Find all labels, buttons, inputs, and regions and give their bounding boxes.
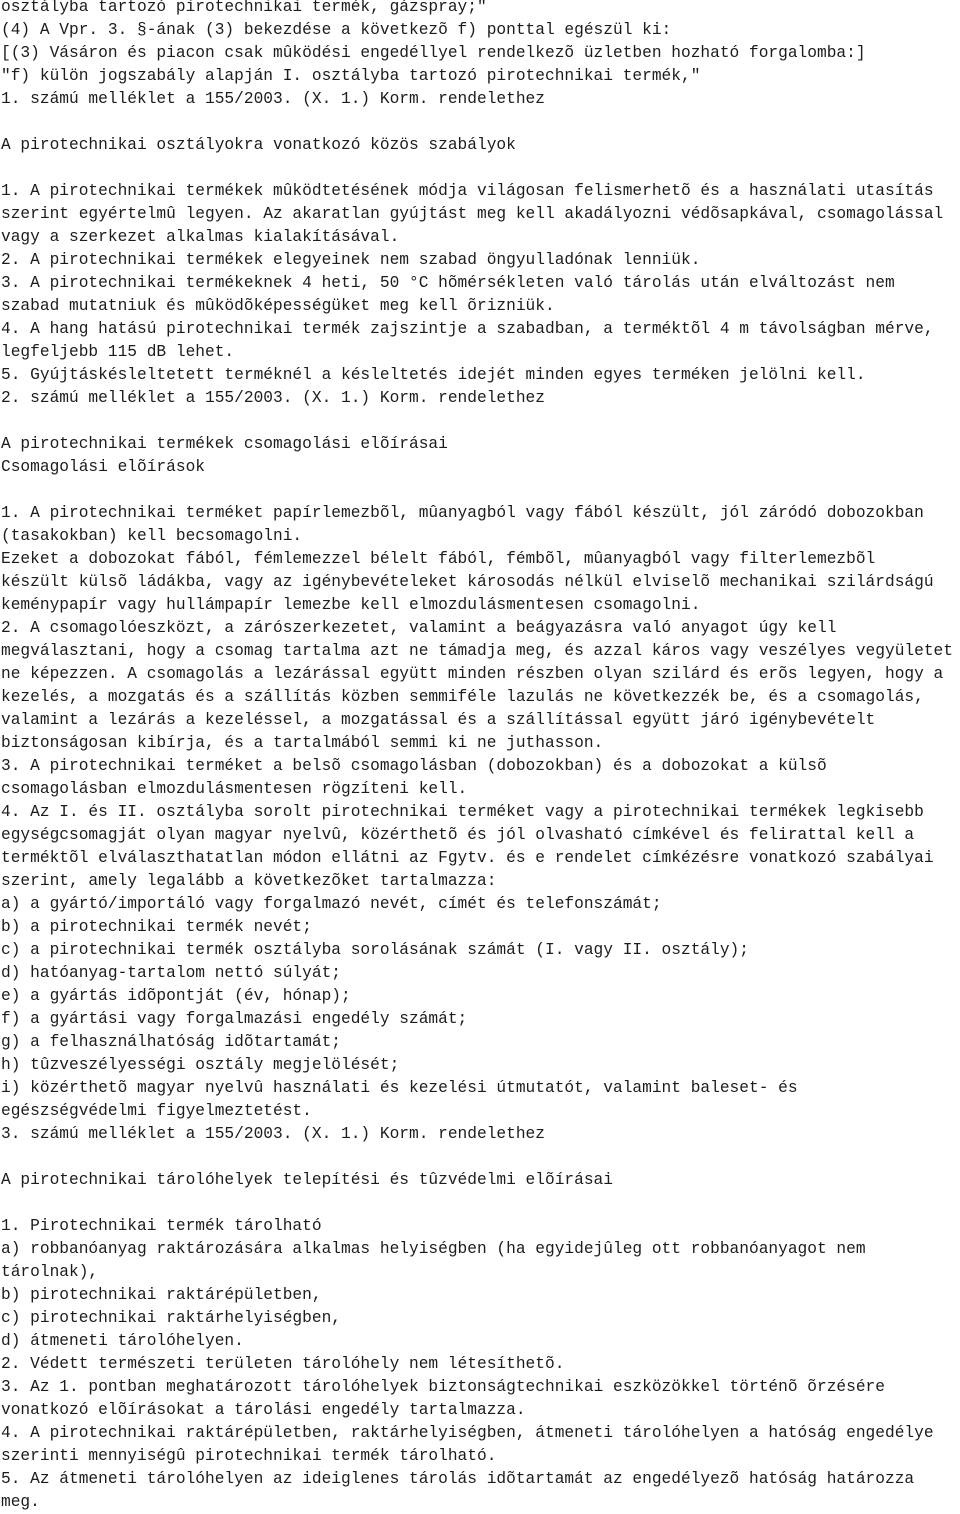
body-line: terméktõl elválaszthatatlan módon ellátni az Fgytv. és e rendelet címkézésre vonatkozó szabályai [1, 849, 934, 867]
annex-2 [1, 387, 960, 1123]
blank-line [1, 1146, 960, 1169]
numbered-point: 2. Védett természeti területen tárolóhely nem létesíthetõ. [1, 1355, 565, 1373]
numbered-point: 3. A pirotechnikai terméket a belsõ csomagolásban (dobozokban) és a dobozokat a külsõ [1, 757, 827, 775]
blank-line [1, 479, 960, 502]
body-line: egészségvédelmi figyelmeztetést. [1, 1102, 312, 1120]
annex-heading: 3. számú melléklet a 155/2003. (X. 1.) Korm. rendelethez [1, 1125, 545, 1143]
body-line: vonatkozó elõírásokat a tárolási engedély tartalmazza. [1, 1401, 526, 1419]
numbered-point: 4. A pirotechnikai raktárépületben, raktárhelyiségben, átmeneti tárolóhelyen a hatóság engedélye [1, 1424, 934, 1442]
section-subtitle: Csomagolási elõírások [1, 458, 205, 476]
list-item: b) pirotechnikai raktárépületben, [1, 1286, 322, 1304]
list-item: i) közérthetõ magyar nyelvû használati és kezelési útmutatót, valamint baleset- és [1, 1079, 798, 1097]
annex-1 [1, 88, 960, 387]
list-item: c) a pirotechnikai termék osztályba sorolásának számát (I. vagy II. osztály); [1, 941, 749, 959]
body-line: (tasakokban) kell becsomagolni. [1, 527, 303, 545]
list-item: a) a gyártó/importáló vagy forgalmazó nevét, címét és telefonszámát; [1, 895, 662, 913]
body-line: vagy a szerkezet alkalmas kialakításával. [1, 228, 400, 246]
body-line: ne képezzen. A csomagolás a lezárással együtt minden részben olyan szilárd és erõs legyen, hogy a [1, 665, 944, 683]
body-line: biztonságosan kibírja, és a tartalmából semmi ki ne juthasson. [1, 734, 604, 752]
blank-line [1, 1192, 960, 1215]
blank-line [1, 157, 960, 180]
numbered-point: 1. A pirotechnikai termékek mûködtetésének módja világosan felismerhetõ és a használati utasítás [1, 182, 934, 200]
preamble-line: "f) külön jogszabály alapján I. osztályba tartozó pirotechnikai termék," [1, 67, 701, 85]
list-item: d) átmeneti tárolóhelyen. [1, 1332, 244, 1350]
preamble-line: (4) A Vpr. 3. §-ának (3) bekezdése a következõ f) ponttal egészül ki: [1, 21, 672, 39]
list-item: e) a gyártás idõpontját (év, hónap); [1, 987, 351, 1005]
annex-3 [1, 1123, 960, 1514]
body-line: Ezeket a dobozokat fából, fémlemezzel bélelt fából, fémbõl, mûanyagból vagy filterlemezbõl [1, 550, 876, 568]
numbered-point: 2. A pirotechnikai termékek elegyeinek nem szabad öngyulladónak lenniük. [1, 251, 701, 269]
list-item: b) a pirotechnikai termék nevét; [1, 918, 312, 936]
list-item: a) robbanóanyag raktározására alkalmas helyiségben (ha egyidejûleg ott robbanóanyagot nem [1, 1240, 866, 1258]
body-line: megválasztani, hogy a csomag tartalma azt ne támadja meg, és azzal káros vagy veszélyes vegyületet [1, 642, 953, 660]
list-item: g) a felhasználhatóság idõtartamát; [1, 1033, 341, 1051]
body-line: szerint, amely legalább a következõket tartalmazza: [1, 872, 497, 890]
preamble-line: [(3) Vásáron és piacon csak mûködési engedéllyel rendelkezõ üzletben hozható forgalomba:] [1, 44, 866, 62]
body-line: készült külsõ ládákba, vagy az igénybevételeket károsodás nélkül elviselõ mechanikai szilárdságú [1, 573, 934, 591]
numbered-point: 4. Az I. és II. osztályba sorolt pirotechnikai terméket vagy a pirotechnikai termékek legkisebb [1, 803, 924, 821]
numbered-point: 1. Pirotechnikai termék tárolható [1, 1217, 322, 1235]
numbered-point: 4. A hang hatású pirotechnikai termék zajszintje a szabadban, a terméktõl 4 m távolságban mérve, [1, 320, 934, 338]
annex-heading: 2. számú melléklet a 155/2003. (X. 1.) Korm. rendelethez [1, 389, 545, 407]
body-line: szerinti mennyiségû pirotechnikai termék tárolható. [1, 1447, 497, 1465]
numbered-point: 3. A pirotechnikai termékeknek 4 heti, 50 °C hõmérsékleten való tárolás után elváltozást nem [1, 274, 895, 292]
preamble-line: osztályba tartozó pirotechnikai termék, gázspray;" [1, 0, 487, 16]
body-line: egységcsomagját olyan magyar nyelvû, közérthetõ és jól olvasható címkével és felirattal kell a [1, 826, 915, 844]
body-line: kezelés, a mozgatás és a szállítás közben semmiféle lazulás ne következzék be, és a csomagolás, [1, 688, 924, 706]
body-line: szerint egyértelmû legyen. Az akaratlan gyújtást meg kell akadályozni védõsapkával, csomagolással [1, 205, 944, 223]
body-line: keménypapír vagy hullámpapír lemezbe kell elmozdulásmentesen csomagolni. [1, 596, 701, 614]
section-title: A pirotechnikai tárolóhelyek telepítési és tûzvédelmi elõírásai [1, 1171, 613, 1189]
annex-heading: 1. számú melléklet a 155/2003. (X. 1.) Korm. rendelethez [1, 90, 545, 108]
body-line: meg. [1, 1493, 40, 1511]
numbered-point: 5. Az átmeneti tárolóhelyen az ideiglenes tárolás idõtartamát az engedélyezõ hatóság határozza [1, 1470, 915, 1488]
list-item: f) a gyártási vagy forgalmazási engedély számát; [1, 1010, 468, 1028]
numbered-point: 5. Gyújtáskésleltetett terméknél a késleltetés idejét minden egyes terméken jelölni kell. [1, 366, 866, 384]
section-title: A pirotechnikai osztályokra vonatkozó közös szabályok [1, 136, 516, 154]
numbered-point: 1. A pirotechnikai terméket papírlemezbõl, mûanyagból vagy fából készült, jól záródó dobozokban [1, 504, 924, 522]
body-line: legfeljebb 115 dB lehet. [1, 343, 235, 361]
body-line: tárolnak), [1, 1263, 99, 1281]
list-item: h) tûzveszélyességi osztály megjelölését; [1, 1056, 400, 1074]
numbered-point: 2. A csomagolóeszközt, a zárószerkezetet, valamint a beágyazásra való anyagot úgy kell [1, 619, 837, 637]
blank-line [1, 410, 960, 433]
body-line: csomagolásban elmozdulásmentesen rögzíteni kell. [1, 780, 468, 798]
numbered-point: 3. Az 1. pontban meghatározott tárolóhelyek biztonságtechnikai eszközökkel történõ õrzésére [1, 1378, 885, 1396]
preamble [1, 0, 960, 88]
section-title: A pirotechnikai termékek csomagolási elõírásai [1, 435, 448, 453]
blank-line [1, 111, 960, 134]
list-item: d) hatóanyag-tartalom nettó súlyát; [1, 964, 341, 982]
list-item: c) pirotechnikai raktárhelyiségben, [1, 1309, 341, 1327]
body-line: szabad mutatniuk és mûködõképességüket meg kell õrizniük. [1, 297, 555, 315]
body-line: valamint a lezárás a kezeléssel, a mozgatással és a szállítással együtt járó igénybevételt [1, 711, 876, 729]
